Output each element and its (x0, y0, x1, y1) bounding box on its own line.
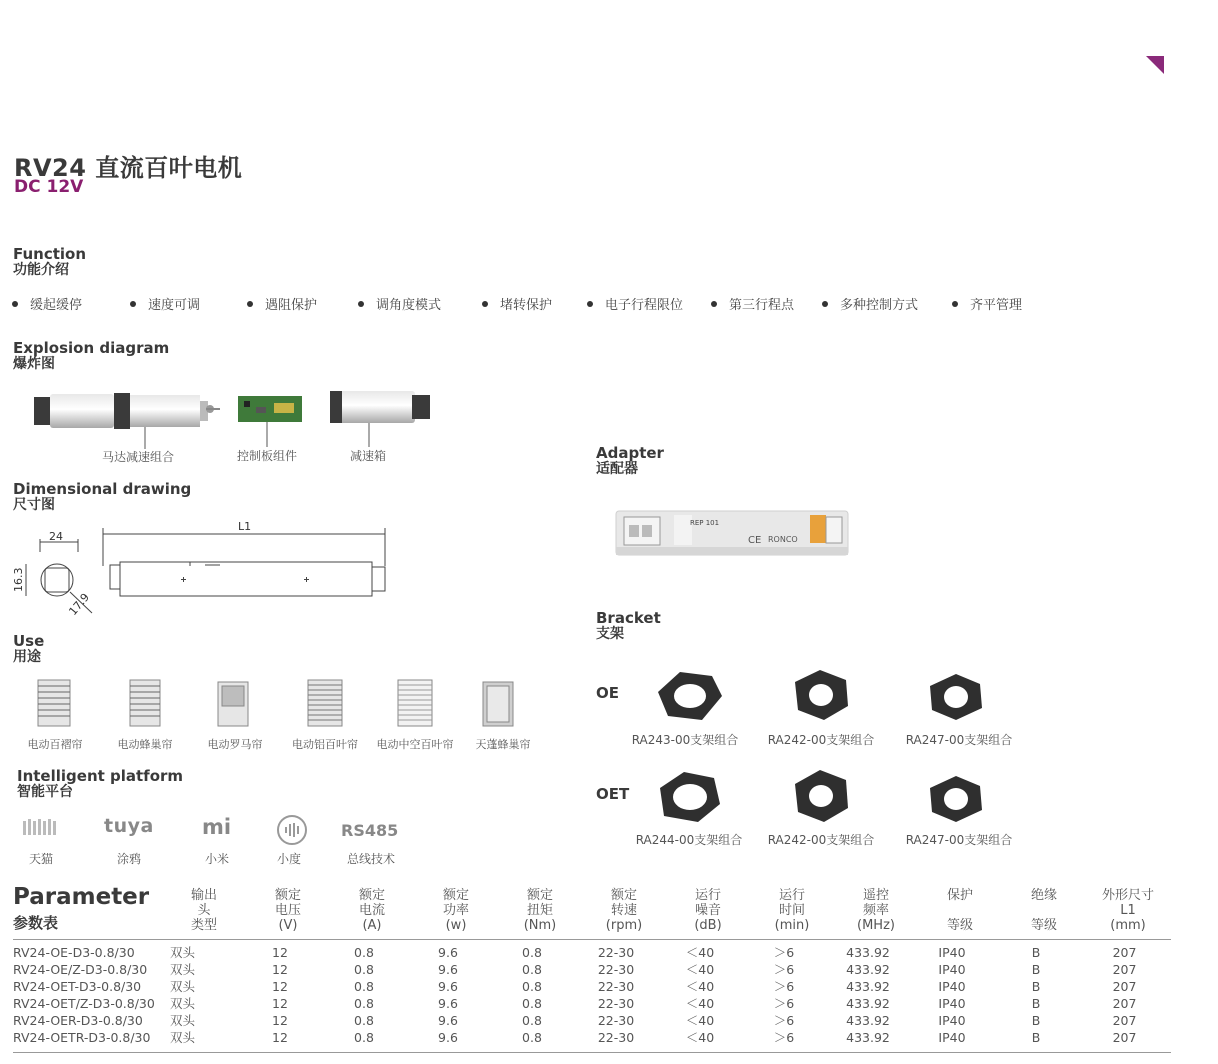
explosion-diagram (30, 385, 450, 455)
header-cell: 额定 电流 (A) (358, 888, 385, 933)
table-cell: ＞6 (773, 945, 795, 960)
header-cell: 运行 噪音 (dB) (694, 888, 722, 933)
feature-list (12, 294, 1052, 313)
table-cell: 433.92 (846, 1013, 890, 1028)
feature-item: 缓起缓停 (12, 294, 130, 313)
table-cell: RV24-OET/Z-D3-0.8/30 (13, 996, 155, 1011)
table-cell: 双头 (170, 1013, 196, 1028)
table-cell: 433.92 (846, 1030, 890, 1045)
dim-label-diag: 17.9 (66, 590, 93, 618)
motor-reducer-image (34, 393, 220, 429)
use-label: 电动铝百叶帘 (292, 738, 358, 751)
table-cell: RV24-OER-D3-0.8/30 (13, 1013, 143, 1028)
page-subtitle: DC 12V (14, 177, 84, 197)
table-cell: 9.6 (438, 979, 458, 994)
parameter-title: Parameter (13, 884, 150, 910)
table-cell: ＜40 (685, 1013, 715, 1028)
table-row (13, 944, 1171, 961)
table-cell: 207 (1112, 962, 1137, 977)
table-cell: B (1031, 1013, 1041, 1028)
table-cell: 22-30 (597, 979, 635, 994)
table-cell: 207 (1112, 945, 1137, 960)
table-cell: RV24-OE-D3-0.8/30 (13, 945, 135, 960)
table-cell: 0.8 (522, 962, 542, 977)
platform-label: 小米 (204, 852, 229, 866)
bracket-ra243-image (658, 672, 722, 720)
table-cell: IP40 (938, 1013, 966, 1028)
header-cell: 额定 扭矩 (Nm) (523, 888, 557, 933)
bracket-label: RA242-00支架组合 (767, 833, 875, 847)
table-cell: 22-30 (597, 962, 635, 977)
table-cell: IP40 (938, 1030, 966, 1045)
dim-label-length: L1 (238, 520, 252, 533)
honeycomb-shade-icon (130, 680, 160, 726)
bracket-label: RA247-00支架组合 (905, 833, 1013, 847)
tuya-logo-icon: tuya (104, 815, 154, 837)
table-cell: ＞6 (773, 962, 795, 977)
feature-item: 齐平管理 (952, 294, 1052, 313)
rs485-logo-icon: RS485 (341, 821, 399, 840)
bracket-ra247-image (930, 674, 982, 720)
table-row (13, 978, 1171, 995)
table-cell: 9.6 (438, 996, 458, 1011)
bracket-oe-images (650, 662, 1010, 732)
bracket-label: RA247-00支架组合 (905, 733, 1013, 747)
table-cell: 12 (272, 996, 288, 1011)
table-cell: 12 (272, 962, 288, 977)
platform-label: 总线技术 (346, 852, 395, 866)
table-cell: 433.92 (846, 962, 890, 977)
table-row (13, 1029, 1171, 1046)
table-cell: IP40 (938, 979, 966, 994)
table-cell: 22-30 (597, 996, 635, 1011)
table-cell: 0.8 (354, 1030, 374, 1045)
dim-label-height: 16.3 (12, 567, 25, 592)
aluminum-blind-icon (308, 680, 342, 726)
feature-item: 堵转保护 (482, 294, 587, 313)
hollow-blind-icon (398, 680, 432, 726)
bracket-ra242-image (795, 770, 848, 822)
table-cell: 12 (272, 945, 288, 960)
table-cell: 12 (272, 1013, 288, 1028)
dimensional-drawing (10, 518, 395, 622)
table-cell: 9.6 (438, 962, 458, 977)
part-label: 减速箱 (349, 449, 386, 463)
bracket-ra242-image (795, 670, 848, 720)
table-cell: B (1031, 979, 1041, 994)
control-board-image (238, 396, 302, 422)
table-cell: 207 (1112, 1013, 1137, 1028)
table-cell: 0.8 (354, 962, 374, 977)
table-cell: ＞6 (773, 996, 795, 1011)
header-cell: 绝缘 等级 (1030, 888, 1057, 933)
platform-heading: Intelligent platform 智能平台 (17, 767, 184, 800)
tmall-logo-icon (20, 813, 62, 843)
table-cell: 9.6 (438, 945, 458, 960)
bracket-label: RA244-00支架组合 (635, 833, 743, 847)
page-title: RV24 直流百叶电机 (14, 154, 243, 182)
table-cell: RV24-OET-D3-0.8/30 (13, 979, 142, 994)
header-cell: 运行 时间 (min) (774, 888, 810, 933)
feature-item: 第三行程点 (711, 294, 822, 313)
table-cell: 0.8 (354, 996, 374, 1011)
header-cell: 外形尺寸 L1 (mm) (1101, 888, 1154, 933)
bracket-heading: Bracket 支架 (596, 609, 661, 642)
table-cell: 双头 (170, 945, 196, 960)
table-cell: 双头 (170, 979, 196, 994)
table-bottom-rule (13, 1052, 1171, 1053)
skylight-shade-icon (483, 682, 513, 726)
table-cell: 433.92 (846, 996, 890, 1011)
part-label: 控制板组件 (236, 449, 297, 463)
table-cell: 双头 (170, 1030, 196, 1045)
bracket-oet-images (650, 764, 1010, 834)
use-label: 电动罗马帘 (207, 738, 263, 751)
explosion-heading: Explosion diagram 爆炸图 (13, 339, 170, 372)
table-row (13, 961, 1171, 978)
table-cell: 207 (1112, 1030, 1137, 1045)
header-cell: 额定 功率 (w) (442, 888, 469, 933)
dimensional-heading: Dimensional drawing 尺寸图 (13, 480, 192, 513)
ce-mark-icon: CE (748, 535, 762, 546)
adapter-brand: RONCO (768, 535, 798, 544)
table-cell: ＜40 (685, 996, 715, 1011)
feature-item: 电子行程限位 (587, 294, 711, 313)
table-cell: 433.92 (846, 979, 890, 994)
table-cell: B (1031, 1030, 1041, 1045)
table-cell: 0.8 (522, 979, 542, 994)
use-heading: Use 用途 (13, 632, 45, 665)
table-cell: IP40 (938, 996, 966, 1011)
table-cell: B (1031, 962, 1041, 977)
use-label: 天蓬蜂巢帘 (475, 738, 531, 751)
table-cell: 0.8 (354, 979, 374, 994)
table-cell: ＞6 (773, 1013, 795, 1028)
table-cell: IP40 (938, 945, 966, 960)
gearbox-image (330, 391, 430, 423)
bracket-ra244-image (660, 772, 720, 822)
use-label: 电动蜂巢帘 (117, 738, 173, 751)
use-label: 电动百褶帘 (27, 738, 83, 751)
table-cell: 9.6 (438, 1013, 458, 1028)
roman-shade-icon (218, 682, 248, 726)
adapter-heading: Adapter 适配器 (596, 444, 664, 477)
table-cell: ＞6 (773, 979, 795, 994)
mi-logo-icon: mi (202, 815, 232, 839)
table-cell: 207 (1112, 979, 1137, 994)
parameter-header (170, 888, 1170, 934)
table-cell: IP40 (938, 962, 966, 977)
use-icons (30, 676, 530, 734)
corner-mark (1146, 56, 1164, 74)
table-cell: B (1031, 996, 1041, 1011)
bracket-label: RA242-00支架组合 (767, 733, 875, 747)
function-heading: Function 功能介绍 (13, 245, 87, 278)
table-cell: 0.8 (522, 1030, 542, 1045)
header-cell: 额定 电压 (V) (274, 888, 301, 933)
table-cell: 0.8 (522, 1013, 542, 1028)
bracket-group-label: OE (596, 684, 619, 702)
table-cell: 22-30 (597, 945, 635, 960)
table-row (13, 995, 1171, 1012)
table-cell: 0.8 (354, 1013, 374, 1028)
table-cell: 0.8 (522, 996, 542, 1011)
table-cell: ＜40 (685, 979, 715, 994)
table-cell: 9.6 (438, 1030, 458, 1045)
table-cell: 12 (272, 979, 288, 994)
table-cell: 双头 (170, 996, 196, 1011)
table-cell: 双头 (170, 962, 196, 977)
bracket-ra247-image (930, 776, 982, 822)
feature-item: 速度可调 (130, 294, 247, 313)
table-cell: 0.8 (354, 945, 374, 960)
table-cell: RV24-OE/Z-D3-0.8/30 (13, 962, 148, 977)
adapter-model: REP 101 (690, 519, 720, 527)
table-cell: 22-30 (597, 1030, 635, 1045)
table-cell: ＜40 (685, 945, 715, 960)
feature-item: 调角度模式 (358, 294, 482, 313)
platform-label: 涂鸦 (116, 852, 141, 866)
adapter-image (614, 505, 854, 563)
feature-item: 多种控制方式 (822, 294, 952, 313)
table-cell: RV24-OETR-D3-0.8/30 (13, 1030, 151, 1045)
pleated-shade-icon (38, 680, 70, 726)
table-cell: ＜40 (685, 962, 715, 977)
dim-label-width: 24 (49, 530, 63, 543)
table-cell: ＞6 (773, 1030, 795, 1045)
table-cell: 433.92 (846, 945, 890, 960)
use-label: 电动中空百叶帘 (376, 738, 454, 751)
parameter-subtitle: 参数表 (13, 914, 59, 932)
parameter-table (13, 944, 1171, 1046)
header-cell: 输出 头 类型 (190, 888, 217, 933)
table-cell: ＜40 (685, 1030, 715, 1045)
part-label: 马达减速组合 (101, 450, 174, 464)
table-cell: 22-30 (597, 1013, 635, 1028)
table-cell: 207 (1112, 996, 1137, 1011)
table-top-rule (13, 939, 1171, 940)
header-cell: 遥控 频率 (MHz) (857, 888, 895, 933)
table-cell: 12 (272, 1030, 288, 1045)
platform-label: 小度 (276, 852, 301, 866)
bracket-group-label: OET (596, 785, 630, 803)
xiaodu-logo-icon (276, 814, 308, 846)
table-row (13, 1012, 1171, 1029)
header-cell: 保护 等级 (946, 888, 973, 933)
feature-item: 遇阻保护 (247, 294, 358, 313)
header-cell: 额定 转速 (rpm) (605, 888, 643, 933)
platform-label: 天猫 (28, 852, 53, 866)
table-cell: 0.8 (522, 945, 542, 960)
bracket-label: RA243-00支架组合 (631, 733, 739, 747)
table-cell: B (1031, 945, 1041, 960)
